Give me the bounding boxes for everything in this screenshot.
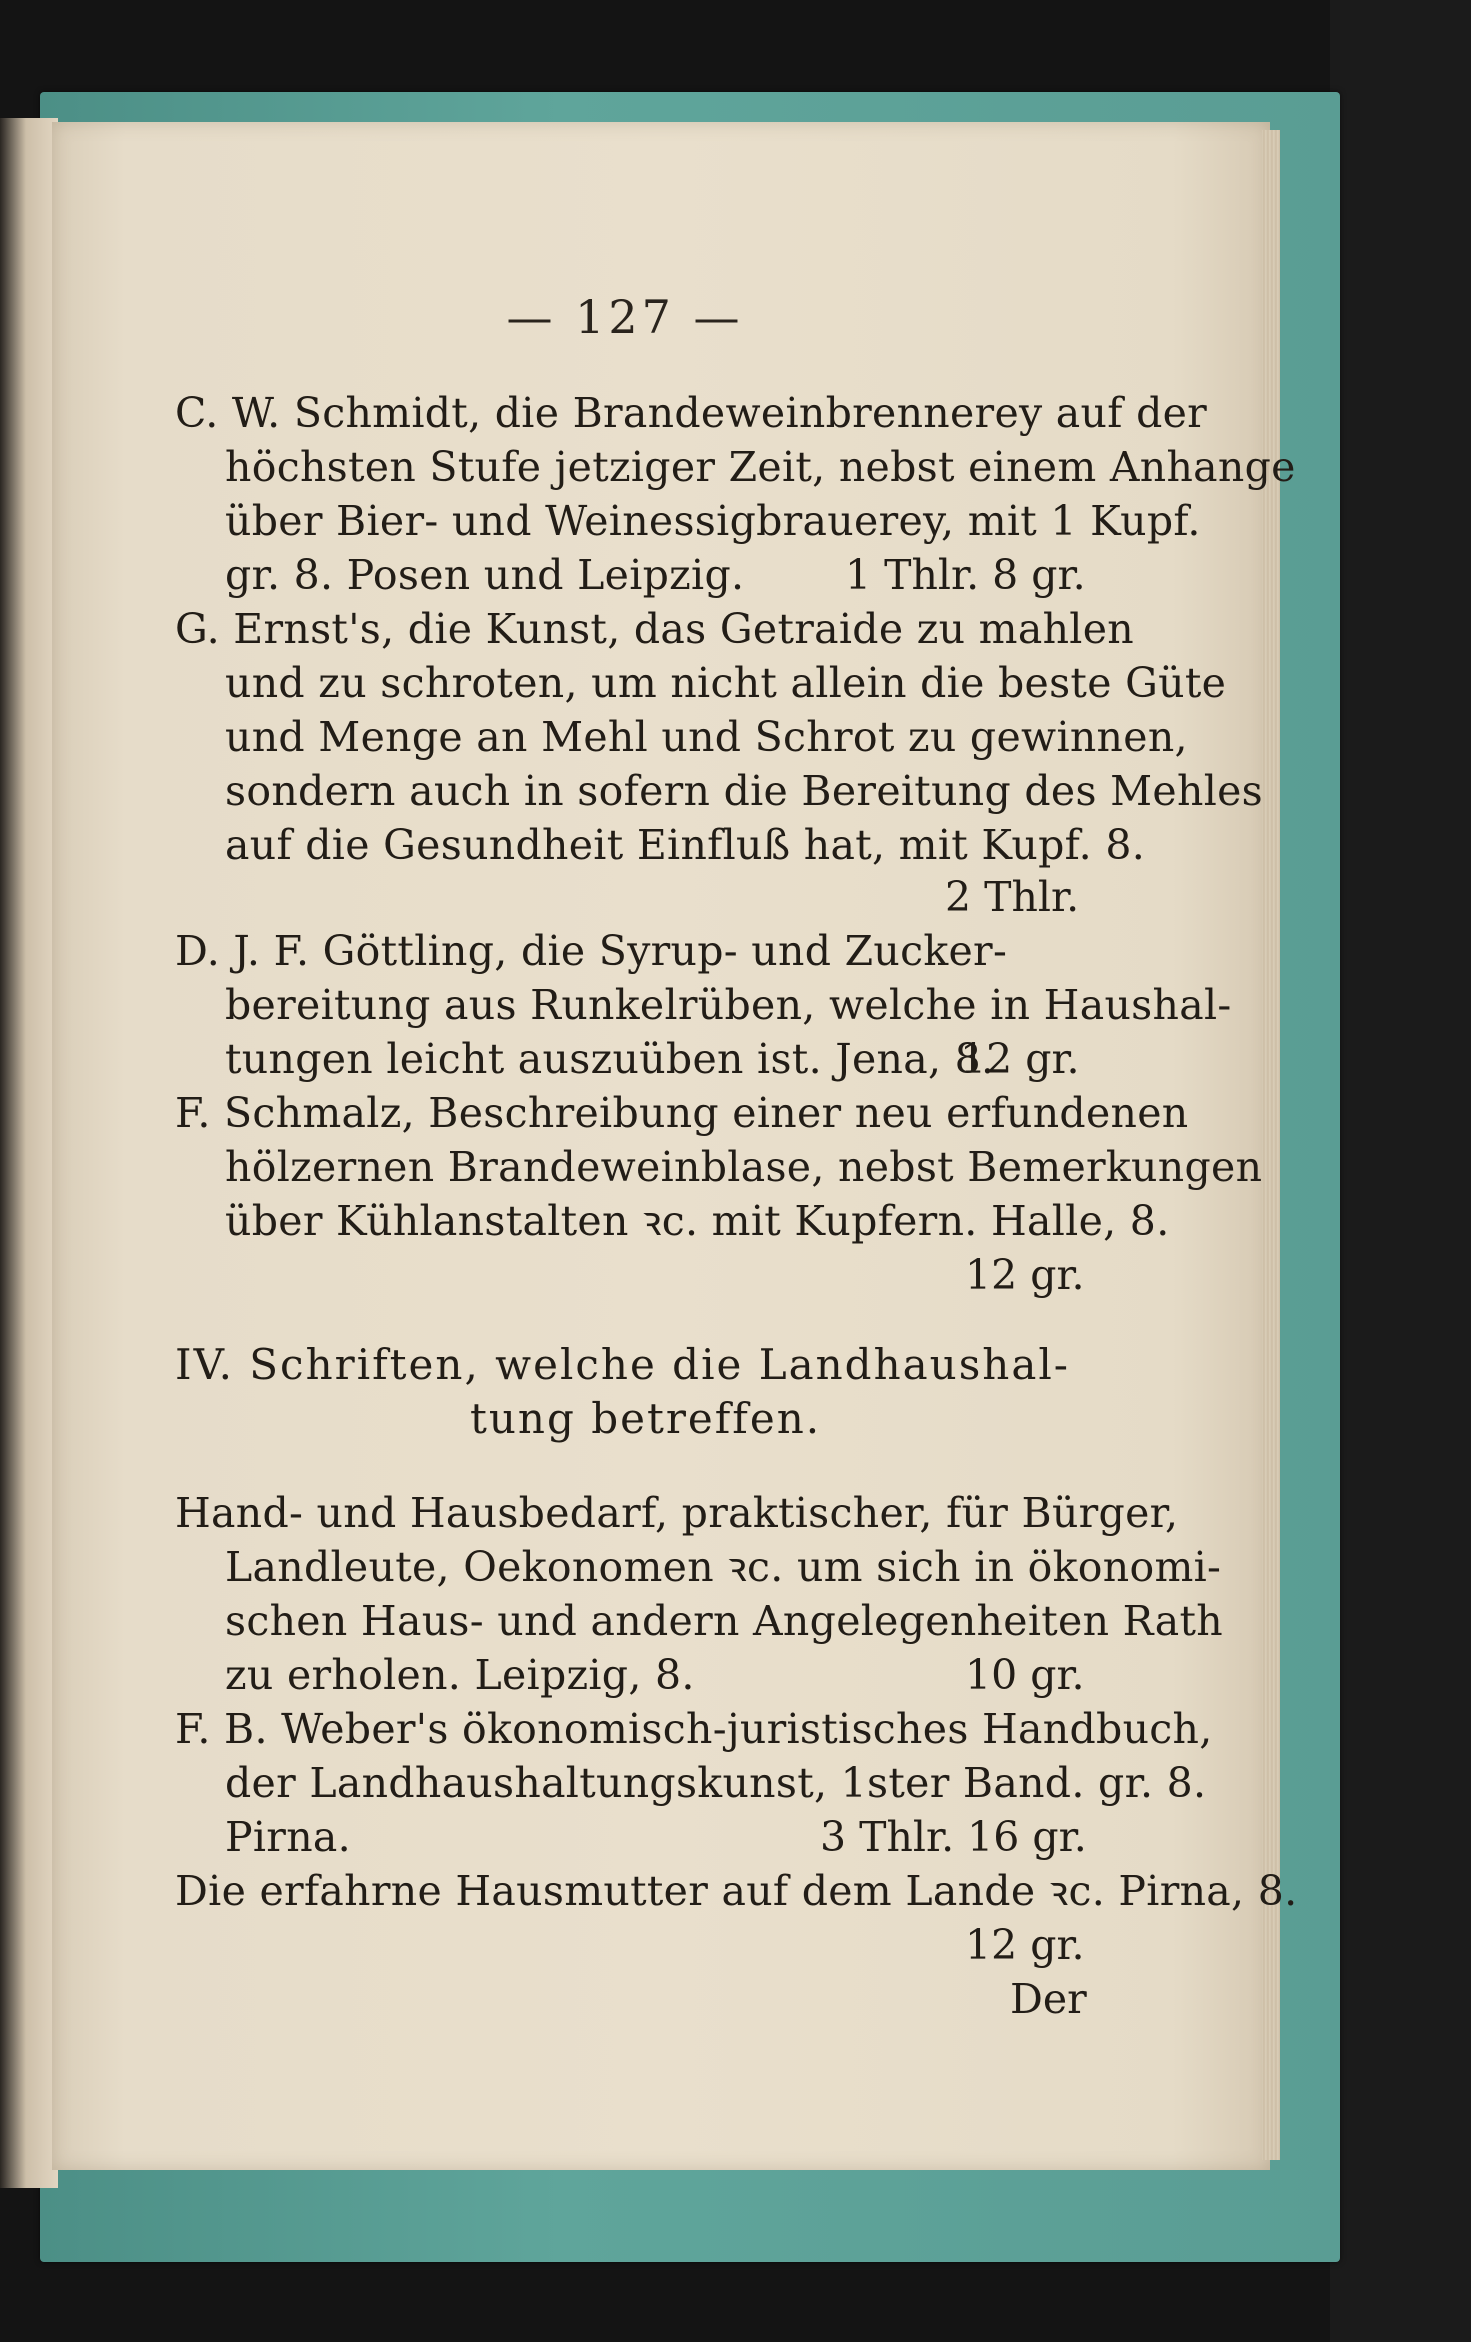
entry-3-line-2: bereitung aus Runkelrüben, welche in Haushal- (225, 981, 1232, 1029)
entry-1-line-1: C. W. Schmidt, die Brandeweinbrennerey auf der (175, 389, 1208, 437)
entry-5-line-4: zu erholen. Leipzig, 8. (225, 1651, 695, 1699)
entry-4-line-1: F. Schmalz, Beschreibung einer neu erfundenen (175, 1089, 1189, 1137)
entry-4-price: 12 gr. (965, 1251, 1085, 1299)
entry-2-line-2: und zu schroten, um nicht allein die beste Güte (225, 659, 1227, 707)
entry-4-line-3: über Kühlanstalten ꝛc. mit Kupfern. Halle, 8. (225, 1197, 1170, 1245)
entry-5-line-2: Landleute, Oekonomen ꝛc. um sich in ökonomi- (225, 1543, 1222, 1591)
entry-2-line-1: G. Ernst's, die Kunst, das Getraide zu mahlen (175, 605, 1134, 653)
entry-5-line-3: schen Haus- und andern Angelegenheiten Rath (225, 1597, 1223, 1645)
entry-2-price: 2 Thlr. (945, 873, 1080, 921)
entry-6-line-1: F. B. Weber's ökonomisch-juristisches Handbuch, (175, 1705, 1213, 1753)
entry-2-line-5: auf die Gesundheit Einfluß hat, mit Kupf. 8. (225, 821, 1146, 869)
entry-3-line-1: D. J. F. Göttling, die Syrup- und Zucker- (175, 927, 1008, 975)
entry-7-line-1: Die erfahrne Hausmutter auf dem Lande ꝛc. Pirna, 8. (175, 1867, 1298, 1915)
entry-6-price: 3 Thlr. 16 gr. (820, 1813, 1087, 1861)
page-number: — 127 — (506, 290, 744, 344)
entry-5-price: 10 gr. (965, 1651, 1085, 1699)
entry-3-line-3: tungen leicht auszuüben ist. Jena, 8. (225, 1035, 995, 1083)
entry-7-price: 12 gr. (965, 1921, 1085, 1969)
page-edges (1262, 130, 1280, 2160)
entry-1-line-2: höchsten Stufe jetziger Zeit, nebst einem Anhange (225, 443, 1296, 491)
facing-page-edge (0, 118, 58, 2188)
background-right (1330, 0, 1471, 2342)
entry-4-line-2: hölzernen Brandeweinblase, nebst Bemerkungen (225, 1143, 1263, 1191)
entry-5-line-1: Hand- und Hausbedarf, praktischer, für Bürger, (175, 1489, 1179, 1537)
section-heading-line-1: IV. Schriften, welche die Landhaushal- (175, 1340, 1070, 1389)
catchword: Der (1010, 1975, 1087, 2023)
entry-1-line-4: gr. 8. Posen und Leipzig. (225, 551, 745, 599)
entry-2-line-3: und Menge an Mehl und Schrot zu gewinnen, (225, 713, 1188, 761)
entry-2-line-4: sondern auch in sofern die Bereitung des Mehles (225, 767, 1264, 815)
entry-1-price: 1 Thlr. 8 gr. (845, 551, 1086, 599)
entry-3-price: 12 gr. (960, 1035, 1080, 1083)
section-heading-line-2: tung betreffen. (470, 1394, 822, 1443)
entry-6-line-2: der Landhaushaltungskunst, 1ster Band. gr. 8. (225, 1759, 1207, 1807)
entry-1-line-3: über Bier- und Weinessigbrauerey, mit 1 Kupf. (225, 497, 1201, 545)
entry-6-line-3: Pirna. (225, 1813, 351, 1861)
